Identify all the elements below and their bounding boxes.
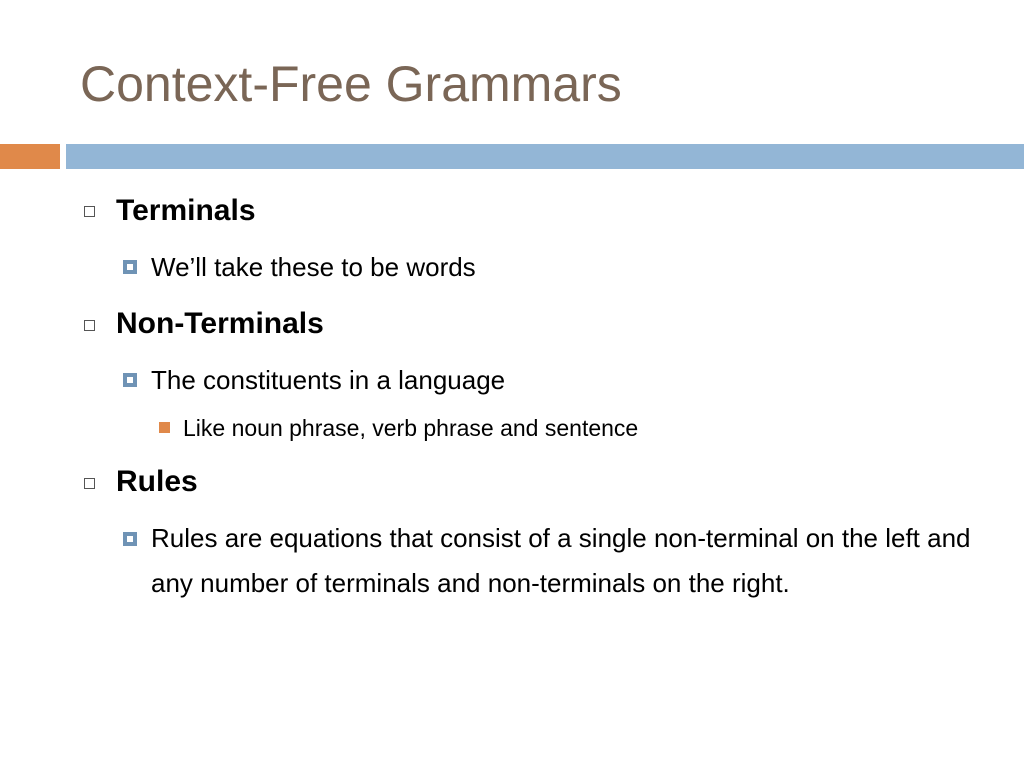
slide-title: Context-Free Grammars — [80, 56, 622, 112]
sub-bullet-constituents: The constituents in a language — [151, 365, 506, 395]
filled-square-bullet-icon — [159, 422, 170, 433]
accent-bar-orange — [0, 144, 60, 169]
hollow-square-bullet-icon — [84, 206, 95, 217]
sub-sub-bullet-phrases: Like noun phrase, verb phrase and sentence — [183, 415, 639, 441]
sub-bullet-words: We’ll take these to be words — [151, 252, 476, 282]
hollow-square-bullet-icon — [84, 320, 95, 331]
bullet-terminals: Terminals — [116, 194, 256, 227]
square-bullet-icon — [123, 260, 137, 274]
square-bullet-icon — [123, 373, 137, 387]
sub-bullet-rules-definition: Rules are equations that consist of a single non-terminal on the left and any number of terminals and non-terminals on the right. — [151, 523, 971, 598]
hollow-square-bullet-icon — [84, 478, 95, 489]
square-bullet-icon — [123, 532, 137, 546]
bullet-non-terminals: Non-Terminals — [116, 307, 324, 340]
bullet-rules: Rules — [116, 465, 198, 498]
accent-bar-blue — [66, 144, 1024, 169]
